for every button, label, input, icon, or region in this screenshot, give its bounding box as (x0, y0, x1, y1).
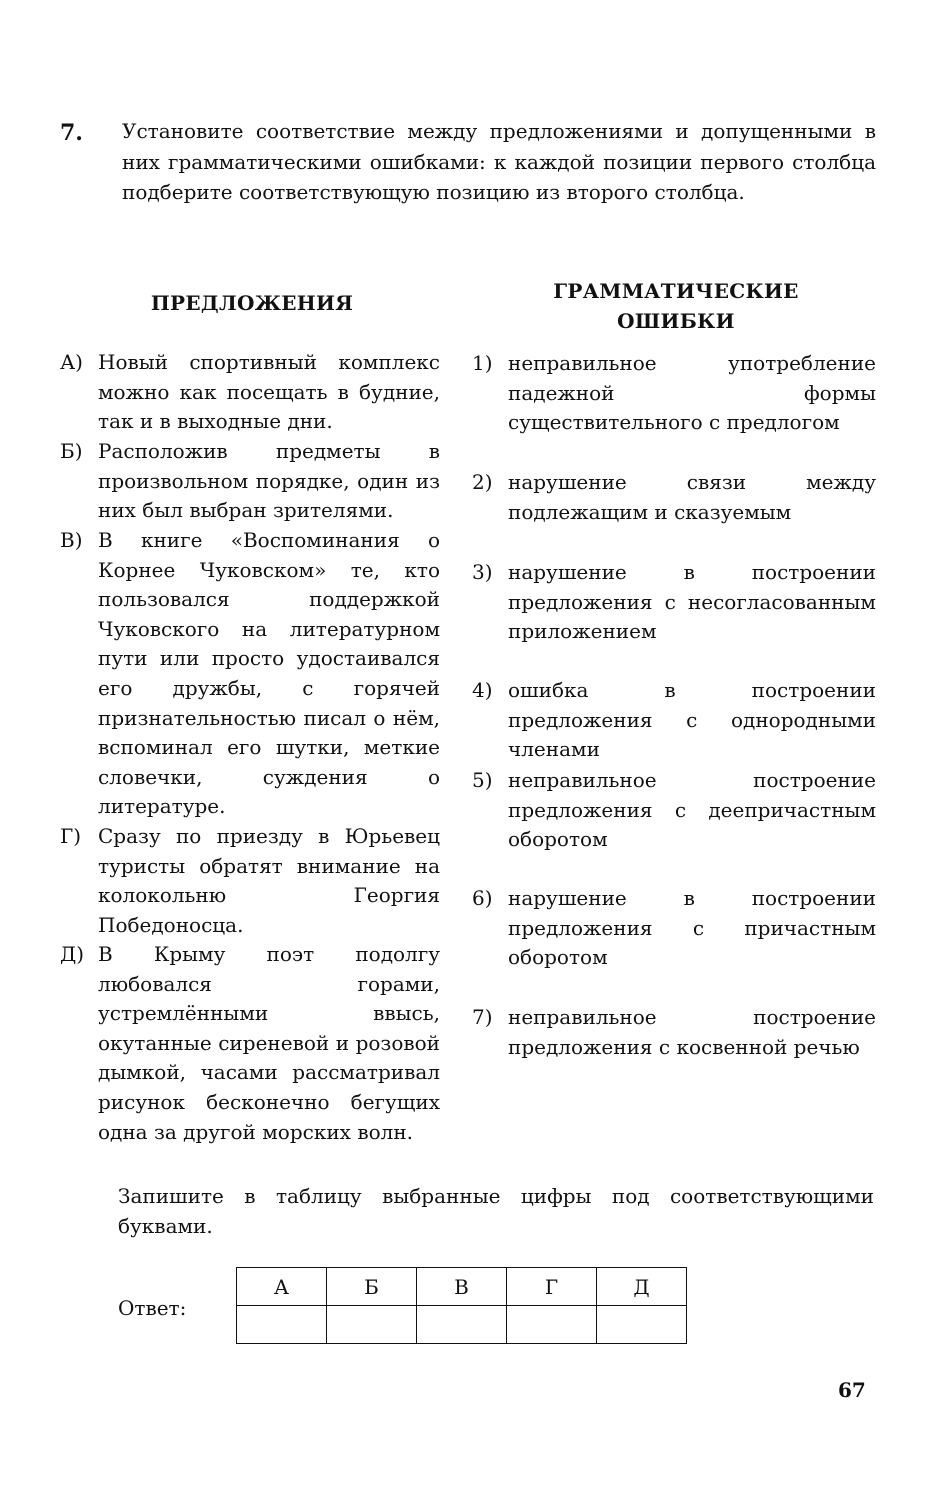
sentence-text: Расположив предметы в произвольном порядке, один из них был выбран зрителями. (98, 439, 440, 523)
sentence-item-v (60, 526, 440, 824)
answer-cell-d[interactable] (597, 1306, 687, 1344)
answer-input-row (237, 1306, 687, 1344)
sentence-item-b (60, 437, 440, 527)
answer-header-row (237, 1268, 687, 1306)
answer-cell-g[interactable] (507, 1306, 597, 1344)
error-label: 6) (472, 886, 493, 910)
answer-letter-a: А (237, 1268, 327, 1306)
sentence-item-d (60, 940, 440, 1150)
page-number: 67 (838, 1378, 866, 1402)
error-label: 4) (472, 678, 493, 702)
task-number: 7. (60, 120, 83, 146)
sentence-label: Б) (60, 439, 83, 463)
sentence-text: Новый спортивный комплекс можно как посещать в будние, так и в выходные дни. (98, 350, 440, 434)
sentence-text: Сразу по приезду в Юрьевец туристы обратят внимание на колокольню Георгия Победоносца. (98, 824, 440, 937)
sentence-text: В книге «Воспоминания о Корнее Чуковском» те, кто пользовался поддержкой Чуковского на литературном пути или просто удостаивался его дружбы, с горячей признательностью писал о нём, вспоминал его шутки, меткие словечки, суждения о литературе. (98, 528, 440, 819)
errors-column-header (480, 276, 872, 336)
error-item-4 (472, 676, 876, 762)
error-item-3 (472, 558, 876, 648)
error-text: неправильное построение предложения с косвенной речью (508, 1005, 876, 1059)
error-text: нарушение в построении предложения с несогласованным приложением (508, 560, 876, 644)
errors-header-line2: ОШИБКИ (617, 309, 735, 333)
answer-cell-a[interactable] (237, 1306, 327, 1344)
error-text: неправильное употребление падежной формы существительного с предлогом (508, 351, 876, 435)
answer-cell-b[interactable] (327, 1306, 417, 1344)
errors-header-line1: ГРАММАТИЧЕСКИЕ (553, 279, 799, 303)
error-item-1 (472, 349, 876, 439)
sentence-label: В) (60, 528, 83, 552)
answer-letter-v: В (417, 1268, 507, 1306)
error-text: нарушение связи между подлежащим и сказуемым (508, 470, 876, 524)
sentence-text: В Крыму поэт подолгу любовался горами, устремлёнными ввысь, окутанные сиреневой и розовой дымкой, часами рассматривал рисунок бесконечно бегущих одна за другой морских волн. (98, 942, 440, 1144)
table-instruction: Запишите в таблицу выбранные цифры под соответствующими буквами. (118, 1184, 874, 1238)
error-label: 2) (472, 470, 493, 494)
error-item-2 (472, 468, 876, 528)
error-label: 7) (472, 1005, 493, 1029)
error-item-7 (472, 1003, 876, 1063)
sentence-label: А) (60, 350, 83, 374)
answer-cell-v[interactable] (417, 1306, 507, 1344)
answer-label: Ответ: (118, 1296, 187, 1320)
task-instruction: Установите соответствие между предложениями и допущенными в них грамматическими ошибками: к каждой позиции первого столбца подберите соответствующую позицию из второго столбца. (122, 119, 876, 204)
sentence-label: Д) (60, 942, 85, 966)
error-label: 1) (472, 351, 493, 375)
answer-letter-d: Д (597, 1268, 687, 1306)
answer-table (236, 1267, 687, 1344)
error-item-5 (472, 766, 876, 856)
error-text: нарушение в построении предложения с причастным оборотом (508, 886, 876, 970)
answer-letter-b: Б (327, 1268, 417, 1306)
sentence-label: Г) (60, 824, 82, 848)
sentences-column-header: ПРЕДЛОЖЕНИЯ (150, 291, 354, 315)
error-text: ошибка в построении предложения с однородными членами (508, 678, 876, 762)
error-label: 3) (472, 560, 493, 584)
sentence-item-g (60, 822, 440, 942)
answer-letter-g: Г (507, 1268, 597, 1306)
sentence-item-a (60, 348, 440, 438)
error-text: неправильное построение предложения с деепричастным оборотом (508, 768, 876, 852)
error-item-6 (472, 884, 876, 974)
error-label: 5) (472, 768, 493, 792)
